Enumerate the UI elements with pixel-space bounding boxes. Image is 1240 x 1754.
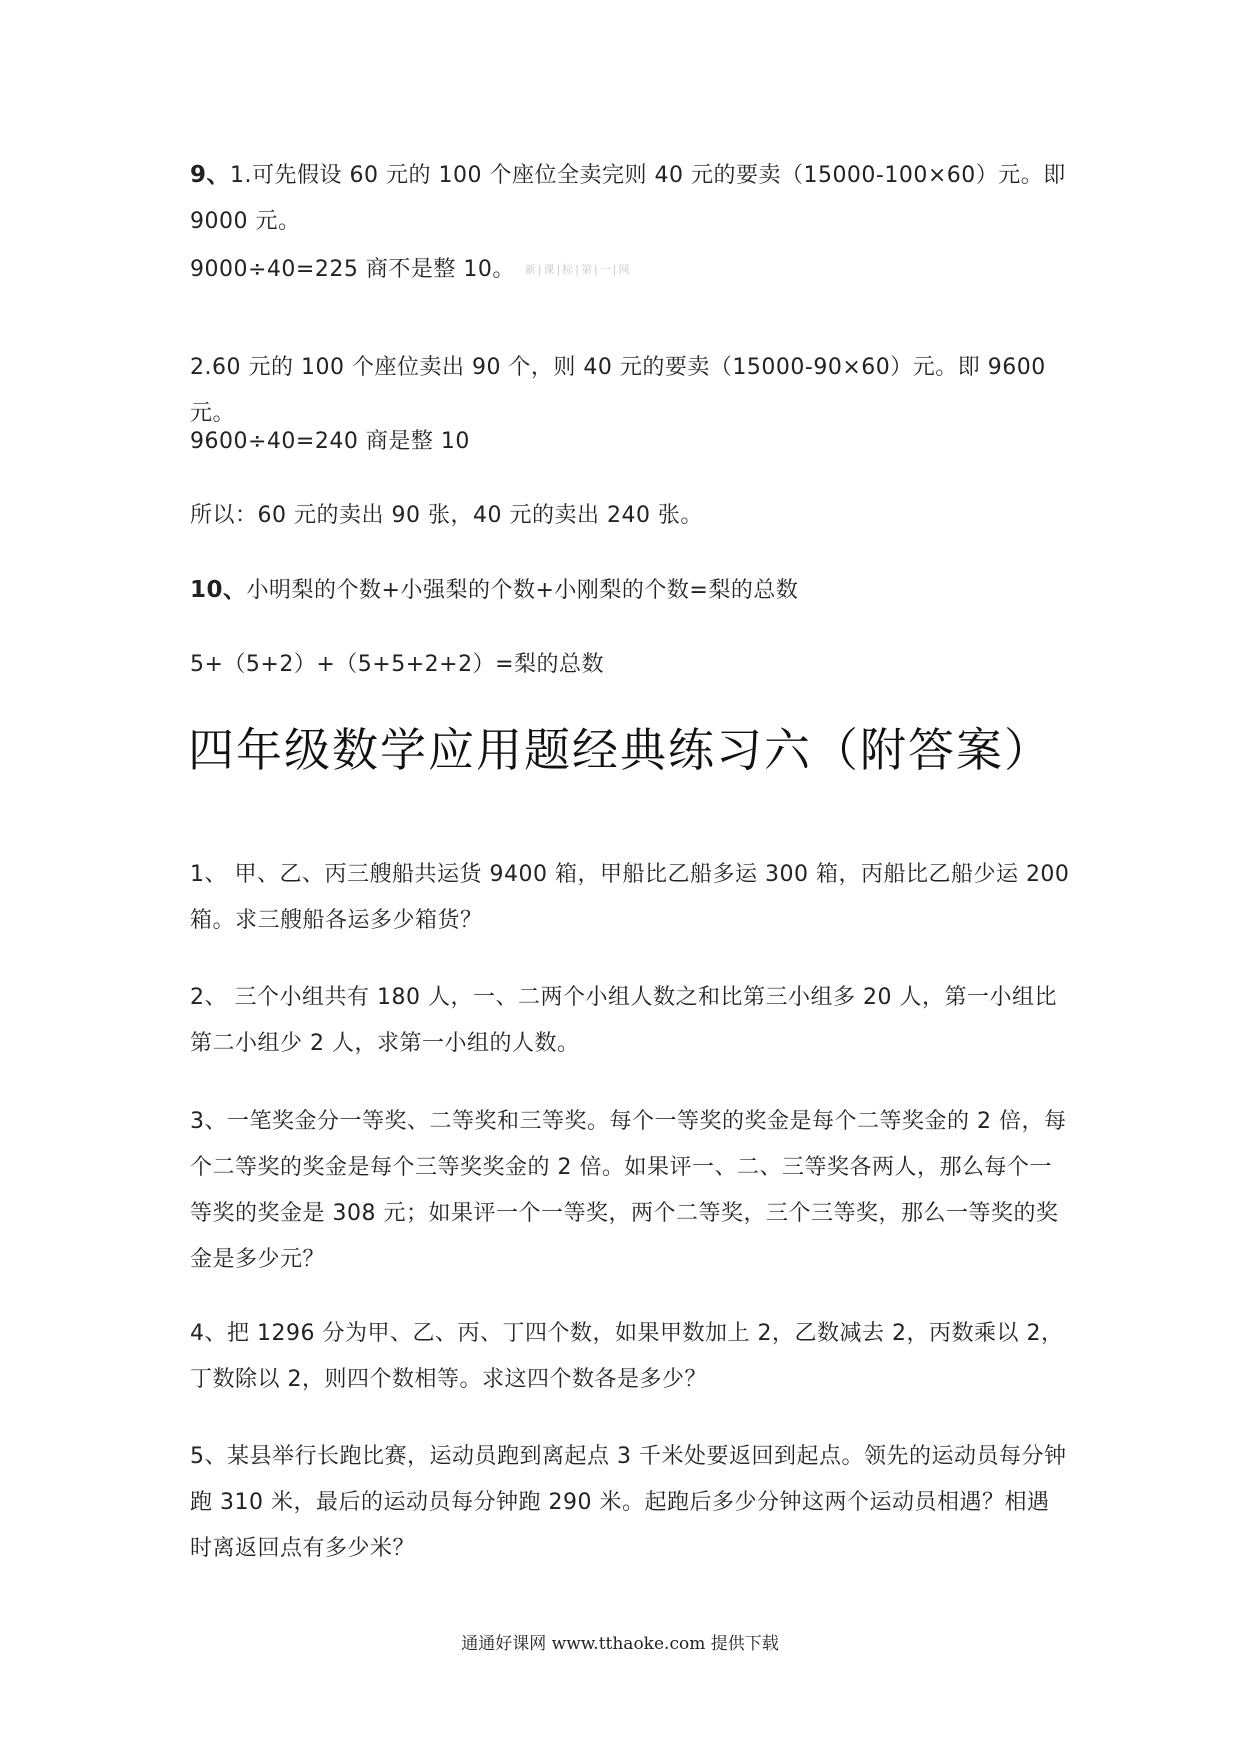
answer-9-text-5: 所以：60 元的卖出 90 张，40 元的卖出 240 张。: [190, 503, 703, 528]
answer-9-para-2: [190, 247, 1070, 293]
answer-10-para-2: [190, 642, 1070, 688]
answer-10-text-2: 5+（5+2）+（5+5+2+2）=梨的总数: [190, 652, 605, 677]
answer-9-number: 9、: [190, 162, 231, 188]
answer-9-text-2: 9000÷40=225 商不是整 10。: [190, 257, 515, 282]
question-4: 4、把 1296 分为甲、乙、丙、丁四个数，如果甲数加上 2，乙数减去 2，丙数乘以 2，丁数除以 2，则四个数相等。求这四个数各是多少？: [190, 1321, 1064, 1392]
answer-9-para-4: [190, 419, 1070, 465]
answer-9-text-4: 9600÷40=240 商是整 10: [190, 429, 470, 454]
answer-9-text-1: 1.可先假设 60 元的 100 个座位全卖完则 40 元的要卖（15000-100×60）元。即 9000 元。: [190, 163, 1066, 234]
answer-9-para-1: [190, 152, 1070, 245]
page-title: 四年级数学应用题经典练习六（附答案）: [188, 723, 1052, 777]
question-3: 3、一笔奖金分一等奖、二等奖和三等奖。每个一等奖的奖金是每个二等奖金的 2 倍，每个二等奖的奖金是每个三等奖奖金的 2 倍。如果评一、二、三等奖各两人，那么每个一等奖的奖金是 308 元；如果评一个一等奖，两个二等奖，三个三等奖，那么一等奖的奖金是多少元？: [190, 1109, 1067, 1272]
question-5: 5、某县举行长跑比赛，运动员跑到离起点 3 千米处要返回到起点。领先的运动员每分钟跑 310 米，最后的运动员每分钟跑 290 米。起跑后多少分钟这两个运动员相遇？相遇时离返回点有多少米？: [190, 1444, 1067, 1561]
watermark-text: 新|课|标|第|一|网: [524, 263, 632, 276]
answer-10-para-1: [190, 567, 1070, 614]
page-footer: 通通好课网 www.tthaoke.com 提供下载: [461, 1634, 779, 1654]
question-1: 1、 甲、乙、丙三艘船共运货 9400 箱，甲船比乙船多运 300 箱，丙船比乙船少运 200 箱。求三艘船各运多少箱货？: [190, 862, 1070, 933]
question-2: 2、 三个小组共有 180 人，一、二两个小组人数之和比第三小组多 20 人，第一小组比第二小组少 2 人，求第一小组的人数。: [190, 985, 1057, 1056]
answer-9-para-5: [190, 493, 1070, 539]
answer-10-number: 10、: [190, 577, 247, 603]
answer-9-text-3: 2.60 元的 100 个座位卖出 90 个，则 40 元的要卖（15000-90×60）元。即 9600 元。: [190, 355, 1046, 426]
answer-10-text-1: 小明梨的个数+小强梨的个数+小刚梨的个数=梨的总数: [246, 578, 799, 603]
